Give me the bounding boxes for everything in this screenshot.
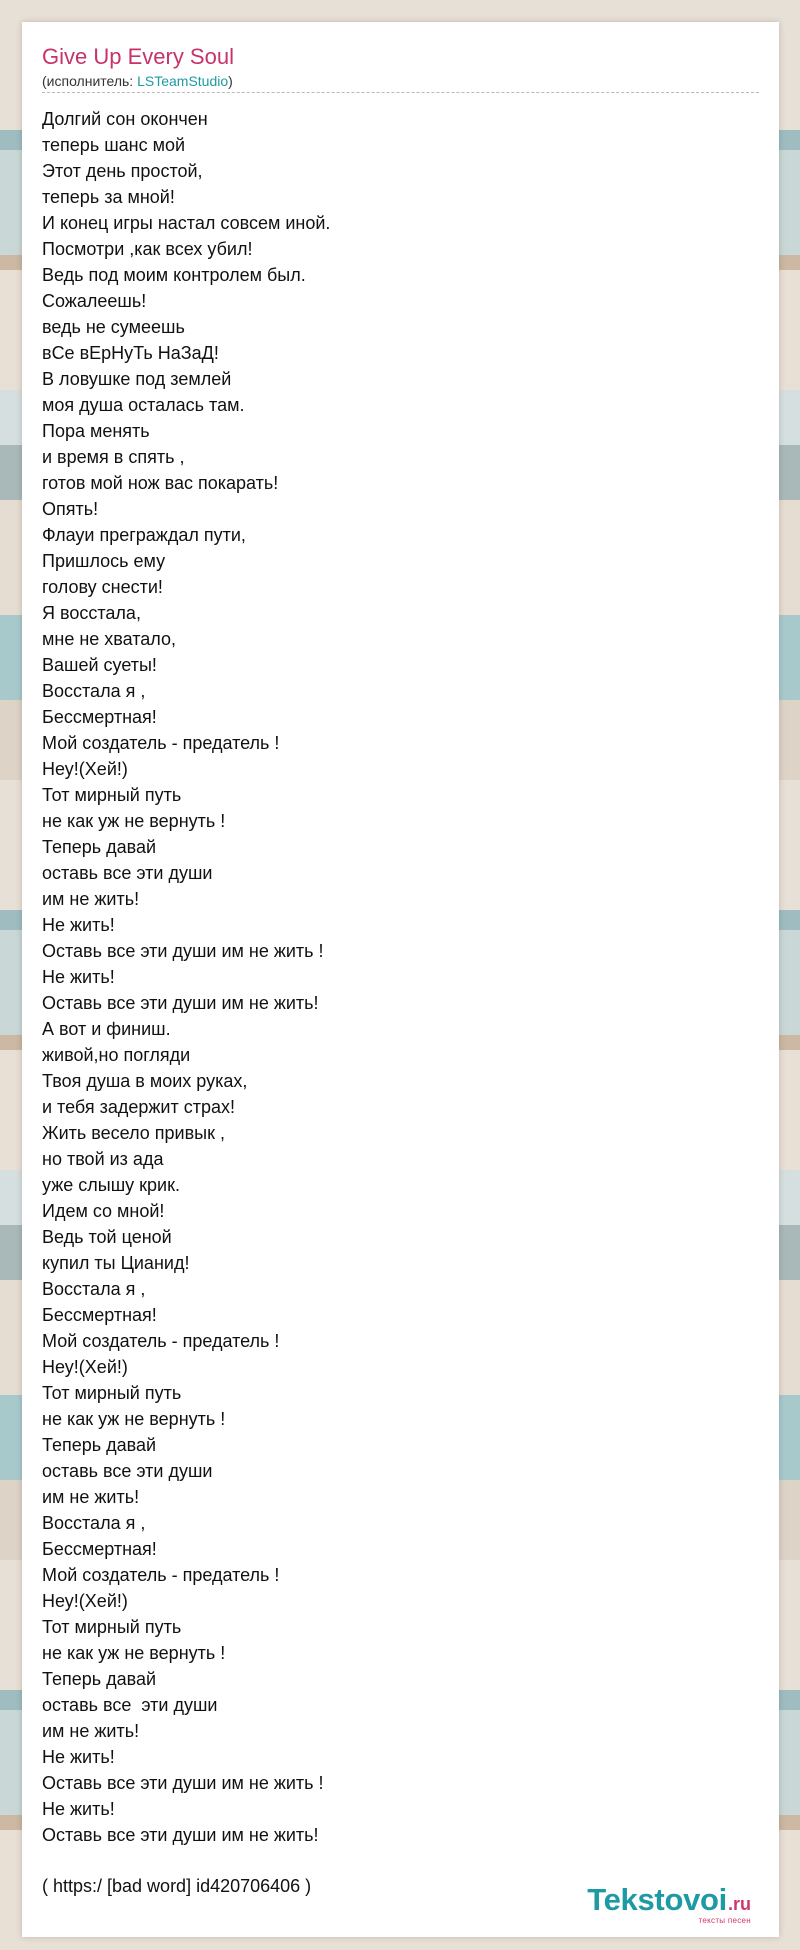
lyric-line: Долгий сон окончен <box>42 109 208 129</box>
lyric-line: голову снести! <box>42 577 163 597</box>
logo-domain-text: .ru <box>727 1894 751 1914</box>
lyric-line: Этот день простой, <box>42 161 203 181</box>
artist-prefix: (исполнитель: <box>42 73 138 89</box>
lyric-line: живой,но погляди <box>42 1045 191 1065</box>
lyric-line: Бессмертная! <box>42 707 157 727</box>
lyric-line: но твой из ада <box>42 1149 164 1169</box>
lyric-line: Оставь все эти души им не жить ! <box>42 941 324 961</box>
site-logo[interactable] <box>587 1884 751 1925</box>
lyric-line: оставь все эти души <box>42 1461 213 1481</box>
lyric-line: им не жить! <box>42 1487 140 1507</box>
lyric-line: А вот и финиш. <box>42 1019 171 1039</box>
lyric-line: мне не хватало, <box>42 629 177 649</box>
lyric-line: Мой создатель - предатель ! <box>42 1331 280 1351</box>
lyric-line: Опять! <box>42 499 99 519</box>
lyric-line: ведь не сумеешь <box>42 317 185 337</box>
lyric-line: В ловушке под землей <box>42 369 232 389</box>
lyric-line: Не жить! <box>42 967 115 987</box>
lyric-line: Не жить! <box>42 1799 115 1819</box>
lyric-line: им не жить! <box>42 1721 140 1741</box>
lyric-line: Неу!(Хей!) <box>42 1357 128 1377</box>
lyric-line: Не жить! <box>42 915 115 935</box>
lyric-line: Жить весело привык , <box>42 1123 225 1143</box>
lyric-line: Неу!(Хей!) <box>42 1591 128 1611</box>
lyric-line: Бессмертная! <box>42 1305 157 1325</box>
lyric-line: Пора менять <box>42 421 150 441</box>
lyric-line: и тебя задержит страх! <box>42 1097 235 1117</box>
lyric-line: Я восстала, <box>42 603 141 623</box>
lyric-line: Восстала я , <box>42 1513 146 1533</box>
lyric-line: Теперь давай <box>42 1669 157 1689</box>
lyric-line: Идем со мной! <box>42 1201 165 1221</box>
lyric-line: оставь все эти души <box>42 1695 218 1715</box>
lyrics-card <box>22 22 779 1937</box>
lyric-line: Восстала я , <box>42 681 146 701</box>
header-divider <box>42 92 759 93</box>
lyric-line: Восстала я , <box>42 1279 146 1299</box>
lyric-line: оставь все эти души <box>42 863 213 883</box>
lyric-line: моя душа осталась там. <box>42 395 245 415</box>
lyric-line: готов мой нож вас покарать! <box>42 473 279 493</box>
lyric-line: Посмотри ,как всех убил! <box>42 239 253 259</box>
lyric-line: Неу!(Хей!) <box>42 759 128 779</box>
lyric-line: и время в спять , <box>42 447 185 467</box>
artist-suffix: ) <box>228 73 233 89</box>
lyric-line: Оставь все эти души им не жить! <box>42 1825 319 1845</box>
lyric-line: Тот мирный путь <box>42 785 182 805</box>
lyric-line: Твоя душа в моих руках, <box>42 1071 248 1091</box>
lyric-line: Ведь той ценой <box>42 1227 172 1247</box>
lyric-line: Сожалеешь! <box>42 291 147 311</box>
lyric-line: Флауи преграждал пути, <box>42 525 246 545</box>
lyric-line: теперь за мной! <box>42 187 175 207</box>
lyric-line: Не жить! <box>42 1747 115 1767</box>
lyric-line: не как уж не вернуть ! <box>42 1409 226 1429</box>
lyric-line: Теперь давай <box>42 1435 157 1455</box>
lyric-line: Ведь под моим контролем был. <box>42 265 306 285</box>
lyric-line: не как уж не вернуть ! <box>42 1643 226 1663</box>
source-note: ( https:/ [bad word] id420706406 ) <box>42 1876 312 1896</box>
lyric-line: вСе вЕрНуТь НаЗаД! <box>42 343 219 363</box>
lyrics-block <box>42 106 742 1848</box>
lyric-line: уже слышу крик. <box>42 1175 180 1195</box>
lyric-line: Оставь все эти души им не жить! <box>42 993 319 1013</box>
lyric-line: Бессмертная! <box>42 1539 157 1559</box>
lyric-line: Теперь давай <box>42 837 157 857</box>
lyric-line: им не жить! <box>42 889 140 909</box>
lyric-line: Вашей суеты! <box>42 655 157 675</box>
lyric-line: не как уж не вернуть ! <box>42 811 226 831</box>
artist-link[interactable]: LSTeamStudio <box>137 73 229 89</box>
lyric-line: Мой создатель - предатель ! <box>42 733 280 753</box>
logo-tagline: тексты песен <box>698 1916 751 1925</box>
lyric-line: И конец игры настал совсем иной. <box>42 213 331 233</box>
song-title: Give Up Every Soul <box>42 44 234 69</box>
artist-line <box>42 73 233 89</box>
lyric-line: теперь шанс мой <box>42 135 186 155</box>
lyric-line: Тот мирный путь <box>42 1383 182 1403</box>
lyric-line: Тот мирный путь <box>42 1617 182 1637</box>
logo-main-text: Tekstovoi <box>587 1882 727 1917</box>
lyric-line: Пришлось ему <box>42 551 166 571</box>
lyric-line: купил ты Цианид! <box>42 1253 190 1273</box>
lyric-line: Мой создатель - предатель ! <box>42 1565 280 1585</box>
lyric-line: Оставь все эти души им не жить ! <box>42 1773 324 1793</box>
